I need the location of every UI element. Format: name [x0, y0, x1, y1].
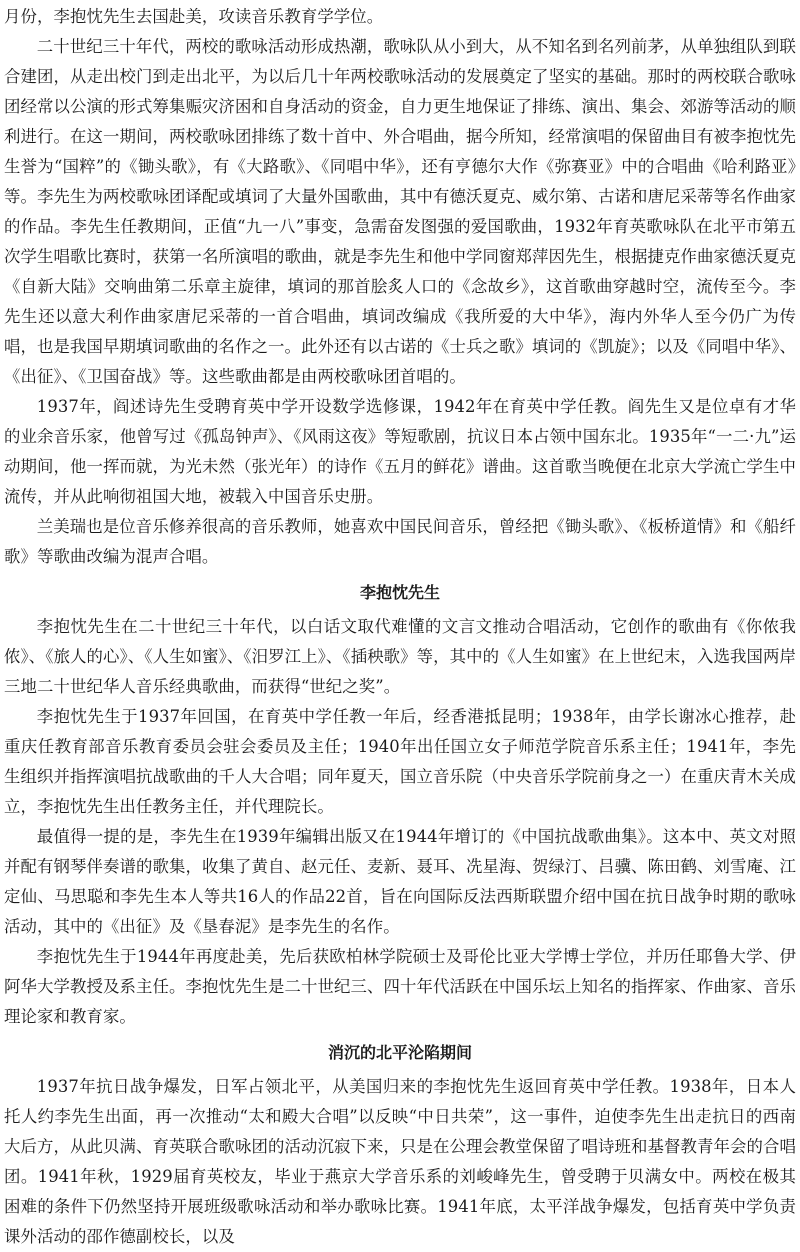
paragraph: 1937年抗日战争爆发，日军占领北平，从美国归来的李抱忱先生返回育英中学任教。1938年，日本人托人约李先生出面，再一次推动“太和殿大合唱”以反映“中日共荣”，这一事件，迫使李先生出走抗日的西南大后方，从此贝满、育英联合歌咏团的活动沉寂下来，只是在公理会教堂保留了唱诗班和基督教青年会的合唱团。1941年秋，1929届育英校友，毕业于燕京大学音乐系的刘峻峰先生，曾受聘于贝满女中。两校在极其困难的条件下仍然坚持开展班级歌咏活动和举办歌咏比赛。1941年底，太平洋战争爆发，包括育英中学负责课外活动的邵作德副校长，以及	[4, 1077, 796, 1246]
paragraph: 李抱忱先生于1937年回国，在育英中学任教一年后，经香港抵昆明；1938年，由学长谢冰心推荐，赴重庆任教育部音乐教育委员会驻会委员及主任；1940年出任国立女子师范学院音乐系主任；1941年，李先生组织并指挥演唱抗战歌曲的千人大合唱；同年夏天，国立音乐院（中央音乐学院前身之一）在重庆青木关成立，李抱忱先生出任教务主任，并代理院长。	[4, 707, 796, 816]
paragraph: 二十世纪三十年代，两校的歌咏活动形成热潮，歌咏队从小到大，从不知名到名列前茅，从单独组队到联合建团，从走出校门到走出北平，为以后几十年两校歌咏活动的发展奠定了坚实的基础。那时的两校联合歌咏团经常以公演的形式筹集赈灾济困和自身活动的资金，自力更生地保证了排练、演出、集会、郊游等活动的顺利进行。在这一期间，两校歌咏团排练了数十首中、外合唱曲，据今所知，经常演唱的保留曲目有被李抱忱先生誉为“国粹”的《锄头歌》，有《大路歌》、《同唱中华》，还有亨德尔大作《弥赛亚》中的合唱曲《哈利路亚》等。李先生为两校歌咏团译配或填词了大量外国歌曲，其中有德沃夏克、威尔第、古诺和唐尼采蒂等名作曲家的作品。李先生任教期间，正值“九一八”事变，急需奋发图强的爱国歌曲，1932年育英歌咏队在北平市第五次学生唱歌比赛时，获第一名所演唱的歌曲，就是李先生和他中学同窗郑萍因先生，根据捷克作曲家德沃夏克《自新大陆》交响曲第二乐章主旋律，填词的那首脍炙人口的《念故乡》，这首歌曲穿越时空，流传至今。李先生还以意大利作曲家唐尼采蒂的一首合唱曲，填词改编成《我所爱的大中华》，海内外华人至今仍广为传唱，也是我国早期填词歌曲的名作之一。此外还有以古诺的《士兵之歌》填词的《凯旋》；以及《同唱中华》、《出征》、《卫国奋战》等。这些歌曲都是由两校歌咏团首唱的。	[4, 37, 796, 386]
paragraph: 月份，李抱忱先生去国赴美，攻读音乐教育学学位。	[4, 7, 384, 26]
paragraph: 最值得一提的是，李先生在1939年编辑出版又在1944年增订的《中国抗战歌曲集》。这本中、英文对照并配有钢琴伴奏谱的歌集，收集了黄自、赵元任、麦新、聂耳、冼星海、贺绿汀、吕骥、陈田鹤、刘雪庵、江定仙、马思聪和李先生本人等共16人的作品22首，旨在向国际反法西斯联盟介绍中国在抗日战争时期的歌咏活动，其中的《出征》及《垦春泥》是李先生的名作。	[4, 827, 796, 936]
paragraph: 李抱忱先生在二十世纪三十年代，以白话文取代难懂的文言文推动合唱活动，它创作的歌曲有《你侬我侬》、《旅人的心》、《人生如蜜》、《汨罗江上》、《插秧歌》等，其中的《人生如蜜》在上世纪末，入选我国两岸三地二十世纪华人音乐经典歌曲，而获得“世纪之奖”。	[4, 617, 796, 696]
paragraph: 李抱忱先生于1944年再度赴美，先后获欧柏林学院硕士及哥伦比亚大学博士学位，并历任耶鲁大学、伊阿华大学教授及系主任。李抱忱先生是二十世纪三、四十年代活跃在中国乐坛上知名的指挥家、作曲家、音乐理论家和教育家。	[4, 947, 796, 1026]
section-heading: 消沉的北平沦陷期间	[327, 1043, 472, 1062]
paragraph: 1937年，阎述诗先生受聘育英中学开设数学选修课，1942年在育英中学任教。阎先生又是位卓有才华的业余音乐家，他曾写过《孤岛钟声》、《风雨这夜》等短歌剧，抗议日本占领中国东北。1935年“一二·九”运动期间，他一挥而就，为光未然（张光年）的诗作《五月的鲜花》谱曲。这首歌当晚便在北京大学流亡学生中流传，并从此响彻祖国大地，被载入中国音乐史册。	[4, 397, 796, 506]
section-heading: 李抱忱先生	[359, 583, 440, 602]
paragraph: 兰美瑞也是位音乐修养很高的音乐教师，她喜欢中国民间音乐，曾经把《锄头歌》、《板桥道情》和《船纤歌》等歌曲改编为混声合唱。	[4, 517, 796, 566]
